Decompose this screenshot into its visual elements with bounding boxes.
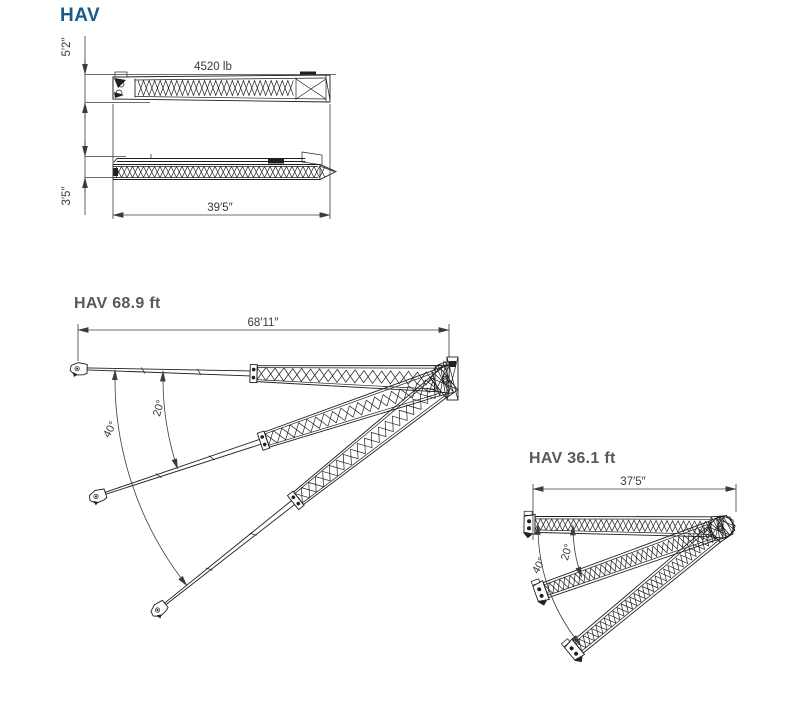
short-dimensions bbox=[530, 476, 736, 645]
short-view-heading: HAV 36.1 ft bbox=[529, 450, 616, 467]
page-title: HAV bbox=[60, 5, 101, 26]
extended-view-heading: HAV 68.9 ft bbox=[74, 295, 161, 312]
long-jib-20deg bbox=[84, 362, 455, 512]
upper-jib-section bbox=[113, 72, 330, 103]
short-view-drawing bbox=[523, 476, 740, 665]
extended-dimensions bbox=[78, 317, 449, 586]
short-length-dim: 37′5″ bbox=[620, 476, 646, 488]
transport-length-dim: 39′5″ bbox=[207, 202, 233, 214]
folded-jib-section bbox=[113, 152, 336, 180]
extended-view-drawing bbox=[70, 317, 460, 625]
short-angle-40: 40° bbox=[530, 555, 549, 576]
extended-angle-40: 40° bbox=[101, 419, 120, 440]
transport-dimensions bbox=[61, 36, 336, 219]
lower-height-dim: 3′5″ bbox=[61, 186, 73, 206]
extended-angle-20: 20° bbox=[151, 398, 168, 418]
upper-height-dim: 5′2″ bbox=[61, 37, 73, 57]
extended-length-dim: 68′11″ bbox=[247, 317, 279, 329]
long-jib-40deg bbox=[141, 364, 459, 625]
transport-drawing bbox=[61, 36, 336, 219]
short-jib-0deg bbox=[523, 511, 733, 541]
long-jib-0deg bbox=[70, 351, 452, 393]
short-angle-20: 20° bbox=[559, 542, 576, 562]
weight-label: 4520 lb bbox=[194, 61, 232, 73]
